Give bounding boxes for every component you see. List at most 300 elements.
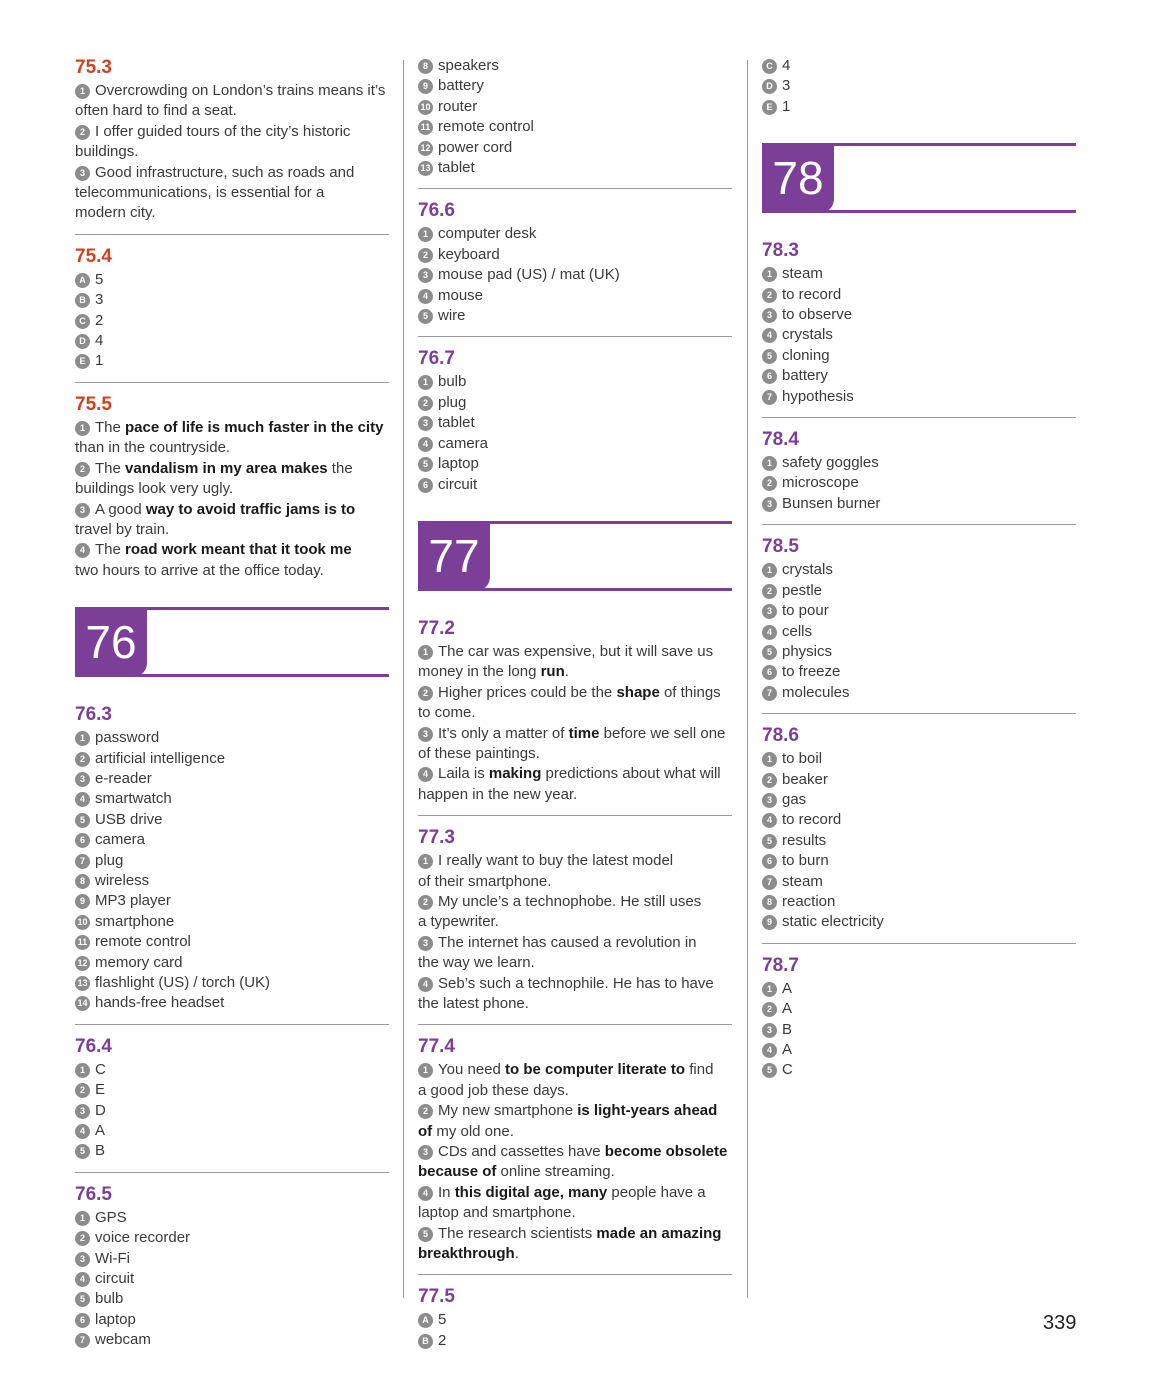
answer-number-badge: 2 [418,686,433,701]
answer-number-badge: 8 [762,895,777,910]
answer-text: laptop [95,1310,136,1328]
answer-number-badge: 13 [75,976,90,991]
answer-number-badge: 1 [762,982,777,997]
answer-number-badge: 3 [75,503,90,518]
answer-line [762,999,1076,1019]
unit-banner-76 [75,607,389,677]
answer-line [418,764,732,784]
answer-bold-text: shape [616,683,660,701]
answer-line [418,953,732,973]
answer-list [418,224,732,326]
answer-number-badge: 1 [75,421,90,436]
answer-line [75,1289,389,1309]
answer-line [762,770,1076,790]
answer-text: to pour [782,602,829,620]
answer-text: the [327,459,353,477]
answer-line [418,372,732,392]
answer-list [762,979,1076,1081]
answer-line [418,245,732,265]
answer-line [418,724,732,744]
answer-number-badge: 2 [762,584,777,599]
answer-line [418,76,732,96]
answer-line [418,1224,732,1244]
answer-text: keyboard [438,245,500,263]
answer-list [762,560,1076,703]
answer-text: Seb’s such a technophile. He has to have [438,974,714,992]
answer-text: A [782,979,793,997]
answer-number-badge: 3 [75,772,90,787]
answer-line [75,418,389,438]
answer-number-badge: 10 [418,100,433,115]
answer-number-badge: 1 [762,267,777,282]
answer-bold-text: breakthrough [418,1245,515,1263]
answer-number-badge: 3 [75,1252,90,1267]
answer-line [762,387,1076,407]
answer-number-badge: 7 [75,854,90,869]
answer-number-badge: E [762,100,777,115]
section-title: 78.3 [762,240,799,262]
answer-line [418,662,732,682]
answer-line [418,286,732,306]
answer-bold-text: vandalism in my area makes [125,459,328,477]
answer-text: safety goggles [782,454,879,472]
answer-text: E [95,1081,106,1099]
answer-text: The [95,459,126,477]
section-76-4 [75,1033,389,1173]
section-title: 76.3 [75,704,112,726]
answer-list [75,270,389,372]
answer-text: The research scientists [438,1224,597,1242]
answer-number-badge: 4 [762,813,777,828]
answer-line [418,912,732,932]
answer-line [762,453,1076,473]
section-77-5-continued [762,54,1076,127]
answer-line [418,434,732,454]
answer-line [762,912,1076,932]
answer-number-badge: 2 [418,895,433,910]
answer-text: of these paintings. [418,744,540,762]
answer-text: steam [782,872,823,890]
answer-text: online streaming. [496,1163,615,1181]
answer-text: Wi-Fi [95,1249,130,1267]
answer-number-badge: 7 [762,390,777,405]
answer-line [75,912,389,932]
answer-number-badge: 5 [762,349,777,364]
answer-text: a typewriter. [418,913,499,931]
answer-line [75,500,389,520]
section-77-2 [418,615,732,816]
answer-text: to freeze [782,663,841,681]
answer-number-badge: 3 [762,793,777,808]
column-divider [747,60,748,1298]
answer-number-badge: 1 [418,227,433,242]
answer-number-badge: 2 [75,462,90,477]
answer-text: to record [782,285,842,303]
answer-text: mouse [438,286,484,304]
section-title: 77.2 [418,617,455,639]
answer-line [75,183,389,203]
section-78-4 [762,426,1076,525]
answer-text: to observe [782,306,853,324]
answer-line [418,1183,732,1203]
answer-line [762,97,1076,117]
answer-text: The internet has caused a revolution in [438,933,697,951]
answer-line [75,122,389,142]
answer-line [418,642,732,662]
answer-text: crystals [782,326,833,344]
answer-text: wireless [95,871,150,889]
answer-line [762,325,1076,345]
answer-number-badge: 5 [418,457,433,472]
section-78-6 [762,722,1076,944]
answer-text: my old one. [432,1122,514,1140]
answer-line [762,581,1076,601]
answer-list [762,264,1076,407]
answer-text: wire [438,307,466,325]
page-number: 339 [1043,1312,1077,1334]
answer-line [75,101,389,121]
answer-line [762,560,1076,580]
answer-text: webcam [95,1331,151,1349]
answer-line [418,851,732,871]
answer-bold-text: time [568,724,600,742]
answer-text: molecules [782,683,850,701]
answer-number-badge: 4 [762,1043,777,1058]
answer-text: My uncle’s a technophobe. He still uses [438,892,702,910]
answer-number-badge: 2 [762,773,777,788]
answer-line [75,1269,389,1289]
section-77-3 [418,824,732,1025]
answer-text: buildings look very ugly. [75,480,234,498]
answer-text: tablet [438,159,475,177]
answer-list [762,453,1076,514]
answer-text: 2 [95,311,104,329]
answer-number-badge: 2 [762,476,777,491]
answer-text: 3 [782,77,791,95]
answer-text: two hours to arrive at the office today. [75,561,324,579]
answer-text: password [95,729,160,747]
answer-text: 1 [782,97,791,115]
answer-line [762,346,1076,366]
answer-line [762,305,1076,325]
section-title: 77.4 [418,1036,455,1058]
section-75-3 [75,54,389,235]
section-title: 75.4 [75,245,112,267]
answer-text: artificial intelligence [95,749,226,767]
answer-line [762,264,1076,284]
answer-number-badge: 11 [418,120,433,135]
answer-text: camera [438,434,489,452]
answer-line [75,789,389,809]
answer-bold-text: made an amazing [596,1224,722,1242]
answer-text: 2 [438,1331,447,1349]
answer-line [762,622,1076,642]
answer-text: before we sell one [599,724,726,742]
answer-number-badge: 9 [418,79,433,94]
answer-line [418,744,732,764]
answer-number-badge: B [75,293,90,308]
answer-bold-text: pace of life is much faster in the city [125,418,384,436]
answer-line [418,1244,732,1264]
answer-number-badge: A [418,1313,433,1328]
answer-number-badge: 4 [762,328,777,343]
section-title: 78.5 [762,536,799,558]
answer-text: predictions about what will [541,765,721,783]
answer-list [75,418,389,581]
answer-text: beaker [782,770,828,788]
answer-line [418,933,732,953]
answer-number-badge: 3 [762,497,777,512]
answer-line [75,728,389,748]
answer-line [75,1101,389,1121]
answer-bold-text: this digital age, many [454,1183,608,1201]
section-title: 76.6 [418,200,455,222]
answer-text: Bunsen burner [782,494,881,512]
answer-number-badge: 5 [762,1063,777,1078]
answer-text: 5 [438,1311,447,1329]
section-76-7 [418,345,732,504]
answer-number-badge: 12 [418,141,433,156]
answer-text: A good [95,500,146,518]
answer-line [75,81,389,101]
answer-line [75,163,389,183]
answer-text: circuit [95,1270,135,1288]
answer-text: modern city. [75,204,156,222]
answer-number-badge: D [75,334,90,349]
answer-list [75,81,389,224]
answer-number-badge: 6 [75,1313,90,1328]
answer-text: than in the countryside. [75,439,231,457]
answer-line [418,703,732,723]
answer-text: of things [659,683,721,701]
answer-text: battery [782,367,828,385]
answer-text: hypothesis [782,387,854,405]
answer-line [75,830,389,850]
section-title: 78.6 [762,725,799,747]
answer-text: Good infrastructure, such as roads and [95,163,355,181]
unit-number: 76 [75,607,147,677]
answer-line [418,475,732,495]
answer-bold-text: making [488,765,542,783]
answer-line [75,810,389,830]
answer-text: smartwatch [95,790,172,808]
answer-line [762,494,1076,514]
answer-number-badge: 5 [75,813,90,828]
answer-list [418,642,732,805]
answer-line [418,454,732,474]
answer-text: to come. [418,704,476,722]
answer-text: camera [95,831,146,849]
answer-number-badge: 1 [762,456,777,471]
answer-text: 3 [95,291,104,309]
answer-line [75,1228,389,1248]
answer-number-badge: 5 [762,834,777,849]
answer-number-badge: C [762,59,777,74]
answer-text: physics [782,642,833,660]
answer-text: to record [782,811,842,829]
answer-line [418,872,732,892]
answer-text: In [438,1183,455,1201]
section-78-5 [762,533,1076,714]
answer-list [418,1060,732,1264]
answer-text: It’s only a matter of [438,724,569,742]
answer-bold-text: way to avoid traffic jams is to [145,500,356,518]
answer-list [75,728,389,1014]
answer-text: to burn [782,852,829,870]
answer-line [418,1142,732,1162]
section-title: 76.4 [75,1035,112,1057]
answer-line [762,810,1076,830]
section-76-6 [418,197,732,337]
answer-line [762,979,1076,999]
answer-text: plug [95,851,124,869]
answer-number-badge: 13 [418,161,433,176]
answer-text: a good job these days. [418,1081,569,1099]
answer-text: crystals [782,561,833,579]
answer-number-badge: 2 [75,1083,90,1098]
answer-text: cells [782,622,813,640]
answer-text: Overcrowding on London’s trains means it’s [95,82,386,99]
answer-list [75,1208,389,1351]
section-76-5 [75,1181,389,1361]
answer-text: My new smartphone [438,1102,578,1120]
answer-column-2 [418,54,732,1369]
answer-list [418,56,732,178]
answer-text: A [782,1041,793,1058]
answer-number-badge: 1 [418,645,433,660]
answer-list [762,56,1076,117]
section-title: 78.4 [762,429,799,451]
answer-line [75,1330,389,1350]
answer-number-badge: 1 [762,752,777,767]
answer-text: to boil [782,750,823,768]
answer-number-badge: 5 [75,1144,90,1159]
answer-line [75,1310,389,1330]
answer-line [762,601,1076,621]
answer-number-badge: 5 [418,309,433,324]
answer-number-badge: 4 [418,289,433,304]
answer-line [75,351,389,371]
answer-line [418,1331,732,1351]
answer-text: remote control [95,933,191,951]
answer-line [75,769,389,789]
answer-number-badge: 1 [75,1063,90,1078]
answer-line [762,892,1076,912]
answer-line [75,561,389,581]
answer-text: cloning [782,346,830,364]
answer-bold-text: road work meant that it took me [125,541,352,559]
answer-number-badge: 4 [75,792,90,807]
answer-number-badge: 7 [762,686,777,701]
answer-number-badge: 9 [75,894,90,909]
answer-bold-text: to be computer literate to [505,1061,686,1079]
answer-number-badge: 2 [418,1104,433,1119]
answer-text: A [782,1000,793,1018]
answer-text: bulb [438,373,467,391]
answer-line [75,290,389,310]
answer-line [418,1060,732,1080]
answer-text: C [95,1060,106,1078]
answer-number-badge: 7 [75,1333,90,1348]
answer-line [762,749,1076,769]
answer-line [418,1203,732,1223]
answer-number-badge: 5 [75,1292,90,1307]
answer-text: 5 [95,270,104,288]
answer-line [418,1101,732,1121]
answer-line [762,473,1076,493]
answer-line [75,1141,389,1161]
answer-number-badge: 2 [418,396,433,411]
answer-line [75,891,389,911]
answer-number-badge: 4 [75,1124,90,1139]
answer-line [418,265,732,285]
answer-line [75,479,389,499]
answer-number-badge: 8 [75,874,90,889]
answer-number-badge: 1 [75,1211,90,1226]
answer-text: smartphone [95,912,175,930]
answer-number-badge: A [75,273,90,288]
answer-line [75,459,389,479]
answer-text: people have a [607,1183,706,1201]
answer-line [762,1040,1076,1060]
column-divider [403,60,404,1298]
answer-text: find [685,1061,714,1079]
answer-text: results [782,831,827,849]
answer-text: 1 [95,352,104,370]
unit-banner-77 [418,521,732,591]
answer-number-badge: 4 [418,437,433,452]
answer-text: speakers [438,57,499,74]
answer-line [762,1020,1076,1040]
answer-line [75,438,389,458]
answer-number-badge: 1 [75,84,90,99]
answer-number-badge: 1 [418,375,433,390]
section-76-3 [75,701,389,1025]
answer-number-badge: 6 [762,665,777,680]
answer-line [75,1121,389,1141]
answer-number-badge: 2 [418,248,433,263]
answer-line [75,749,389,769]
answer-text: reaction [782,892,836,910]
answer-number-badge: 3 [418,727,433,742]
answer-line [75,1208,389,1228]
answer-list [762,749,1076,933]
answer-number-badge: 6 [762,854,777,869]
answer-number-badge: 1 [418,1063,433,1078]
answer-line [418,683,732,703]
answer-text: bulb [95,1290,124,1308]
answer-text: B [782,1020,793,1038]
answer-list [418,1310,732,1351]
answer-number-badge: 3 [418,936,433,951]
answer-number-badge: 6 [762,369,777,384]
answer-number-badge: 3 [75,166,90,181]
answer-list [418,851,732,1014]
answer-text: pestle [782,581,823,599]
section-78-7 [762,952,1076,1091]
answer-number-badge: 12 [75,956,90,971]
answer-number-badge: 4 [762,625,777,640]
answer-text: I offer guided tours of the city’s historic [95,122,351,140]
answer-number-badge: 11 [75,935,90,950]
section-title: 78.7 [762,954,799,976]
answer-number-badge: 3 [762,308,777,323]
section-title: 75.5 [75,393,112,415]
answer-text: the way we learn. [418,954,535,972]
answer-number-badge: 1 [75,731,90,746]
answer-number-badge: 3 [75,1104,90,1119]
answer-line [418,306,732,326]
